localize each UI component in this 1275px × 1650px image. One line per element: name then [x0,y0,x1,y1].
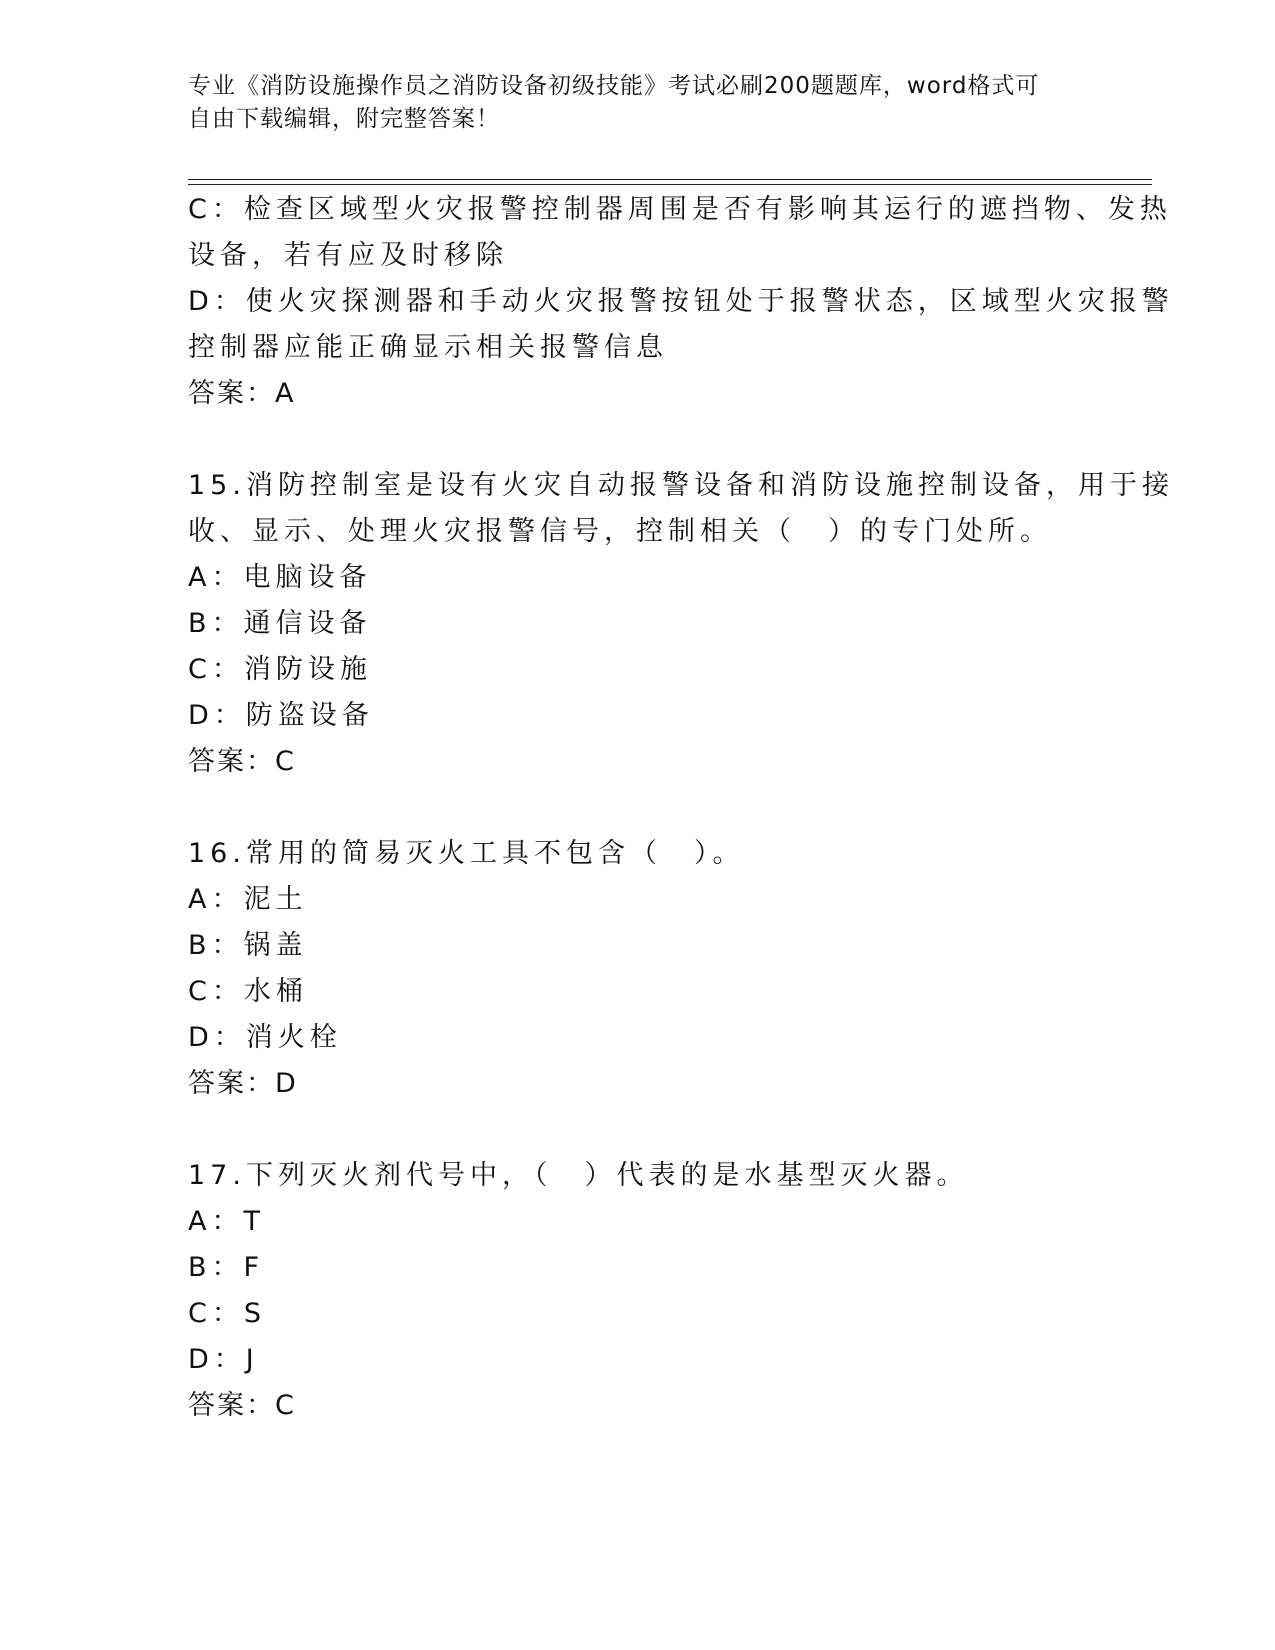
question-16 [188,831,1088,1107]
header-line-1: 专业《消防设施操作员之消防设备初级技能》考试必刷200题题库，word格式可 [188,73,1040,99]
option-b: B：通信设备 [188,608,372,639]
question-17 [188,1153,1088,1429]
answer-line: 答案：C [188,746,296,777]
option-b: B：锅盖 [188,930,308,961]
option-d-line-1: D：使火灾探测器和手动火灾报警按钮处于报警状态，区域型火灾报警 [188,286,1174,317]
option-c-line-1: C：检查区域型火灾报警控制器周围是否有影响其运行的遮挡物、发热 [188,194,1172,225]
option-c-line-2: 设备，若有应及时移除 [188,240,508,271]
option-a: A：T [188,1206,265,1237]
option-d-line-2: 控制器应能正确显示相关报警信息 [188,332,668,363]
question-15 [188,463,1174,785]
question-text-line-1: 17.下列灭火剂代号中，（ ）代表的是水基型灭火器。 [188,1160,969,1191]
answer-line: 答案：C [188,1390,296,1421]
option-c: C：S [188,1298,266,1329]
option-c: C：消防设施 [188,654,372,685]
header-divider-top [188,179,1152,180]
question-text-line-1: 16.常用的简易灭火工具不包含（ ）。 [188,838,745,869]
question-text-line-1: 15.消防控制室是设有火灾自动报警设备和消防设施控制设备，用于接 [188,470,1174,501]
answer-line: 答案：A [188,378,296,409]
option-d: D：J [188,1344,259,1375]
option-d: D：消火栓 [188,1022,342,1053]
question-content [188,187,1174,1429]
question-text-line-2: 收、显示、处理火灾报警信号，控制相关（ ）的专门处所。 [188,516,1052,547]
header-divider-bottom [188,184,1152,185]
question-fragment [188,187,1174,417]
answer-line: 答案：D [188,1068,298,1099]
option-d: D：防盗设备 [188,700,374,731]
option-a: A：泥土 [188,884,308,915]
header-line-2: 自由下载编辑，附完整答案！ [188,106,500,132]
option-b: B：F [188,1252,265,1283]
option-c: C：水桶 [188,976,308,1007]
document-header [188,70,1068,136]
option-a: A：电脑设备 [188,562,372,593]
